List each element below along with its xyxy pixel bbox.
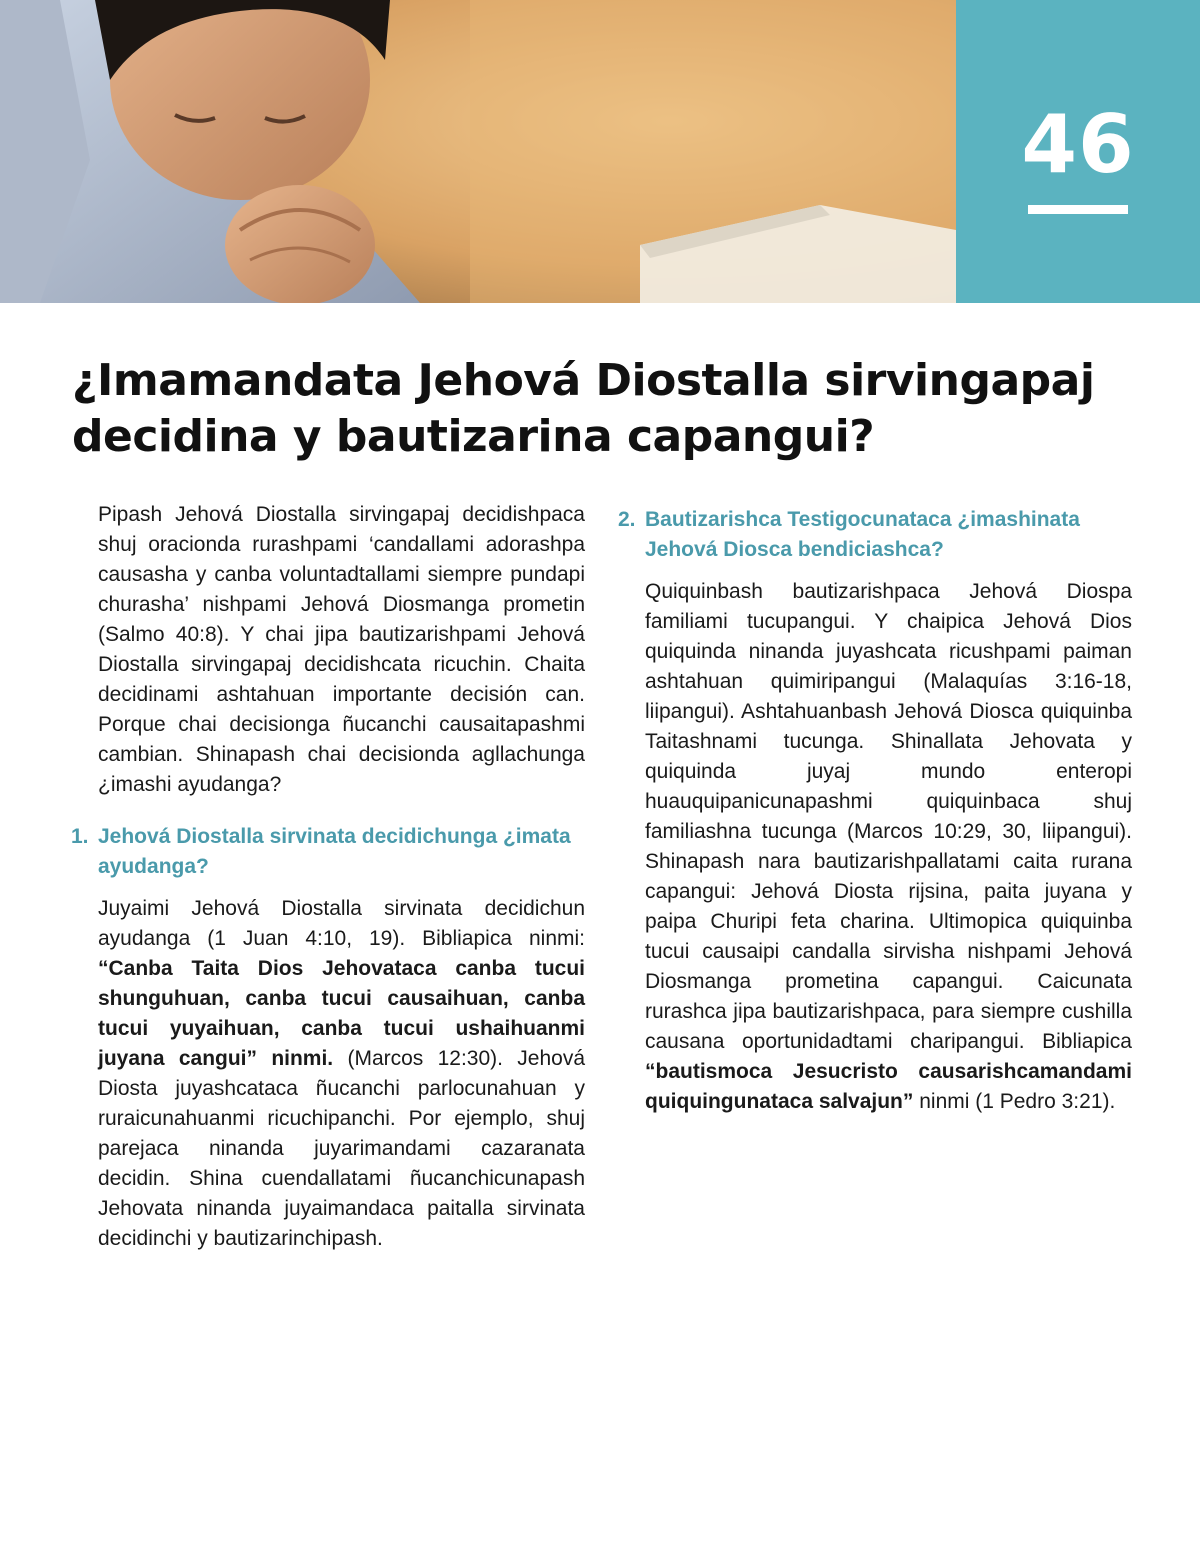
section-2 bbox=[618, 505, 1132, 1117]
right-column bbox=[618, 500, 1132, 1117]
section-1-question bbox=[71, 822, 585, 882]
lesson-number-underline bbox=[1028, 205, 1128, 214]
left-column bbox=[71, 500, 586, 1254]
section-1-question-text: Jehová Diostalla sirvinata decidichunga ¿imata ayudanga? bbox=[98, 825, 571, 878]
lesson-number-box bbox=[956, 0, 1200, 303]
lesson-number: 46 bbox=[1021, 98, 1135, 191]
section-2-answer bbox=[645, 577, 1132, 1117]
section-1-quote: “Canba Taita Dios Jehovataca canba tucui shunguhuan, canba tucui causaihuan, canba tucui yuyaihuan, canba tucui ushaihuanmi juyana cangui” ninmi. bbox=[98, 957, 585, 1070]
section-2-question-text: Bautizarishca Testigocunataca ¿imashinata Jehová Diosca bendiciashca? bbox=[645, 508, 1080, 561]
praying-man-illustration bbox=[0, 0, 956, 303]
section-2-text-before: Quiquinbash bautizarishpaca Jehová Diospa familiami tucupangui. Y chaipica Jehová Dios quiquinda ninanda juyashcata ricushpami paiman ashtahuan quimiripangui (Malaquías 3:16-18, liipangui). Ashtahuanbash Jehová Diosca quiquinba Taitashnami tucunga. Shinallata Jehovata y quiquinda juyaj mundo enteropi huauquipanicunapashmi quiquinbaca shuj familiashna tucunga (Marcos 10:29, 30, liipangui). Shinapash nara bautizarishpallatami caita rurana capangui: Jehová Diosta rijsina, paita juyana y paipa Churipi feta charina. Ultimopica quiquinba tucui causaipi candalla sirvisha nishpami Jehová Diosmanga prometina capangui. Caicunata rurashca jipa bautizarishpaca, para siempre cushilla causana oportunidadtami charipangui. Bibliapica bbox=[645, 580, 1132, 1053]
section-2-number: 2. bbox=[618, 508, 636, 531]
hero-photo bbox=[0, 0, 956, 303]
intro-paragraph: Pipash Jehová Diostalla sirvingapaj decidishpaca shuj oracionda rurashpami ‘candallami adorashpa causasha y canba voluntadtallami siempre pundapi churasha’ nishpami Jehová Diosmanga prometin (Salmo 40:8). Y chai jipa bautizarishpami Jehová Diostalla sirvingapaj decidishcata ricuchin. Chaita decidinami ashtahuan importante decisión can. Porque chai decisionga ñucanchi causaitapashmi cambian. Shinapash chai decisionda agllachunga ¿imashi ayudanga? bbox=[98, 503, 585, 796]
section-1 bbox=[71, 822, 586, 1254]
section-1-text-after: (Marcos 12:30). Jehová Diosta juyashcataca ñucanchi parlocunahuan y ruraicunahuanmi ricuchipanchi. Por ejemplo, shuj parejaca ninanda juyarimandami cazaranata decidin. Shina cuendallatami ñucanchicunapash Jehovata ninanda juyaimandaca paitalla sirvinata decidinchi y bautizarinchipash. bbox=[98, 1047, 586, 1250]
section-1-number: 1. bbox=[71, 825, 89, 848]
section-2-question bbox=[618, 505, 1132, 565]
section-2-text-after: ninmi (1 Pedro 3:21). bbox=[913, 1090, 1116, 1113]
page-title: ¿Imamandata Jehová Diostalla sirvingapaj decidina y bautizarina capangui? bbox=[72, 355, 1095, 462]
section-2-quote: “bautismoca Jesucristo causarishcamandami quiquingunataca salvajun” bbox=[645, 1060, 1132, 1113]
section-1-text-before: Juyaimi Jehová Diostalla sirvinata decidichun ayudanga (1 Juan 4:10, 19). Bibliapica ninmi: bbox=[98, 897, 585, 950]
section-1-answer bbox=[98, 894, 585, 1254]
